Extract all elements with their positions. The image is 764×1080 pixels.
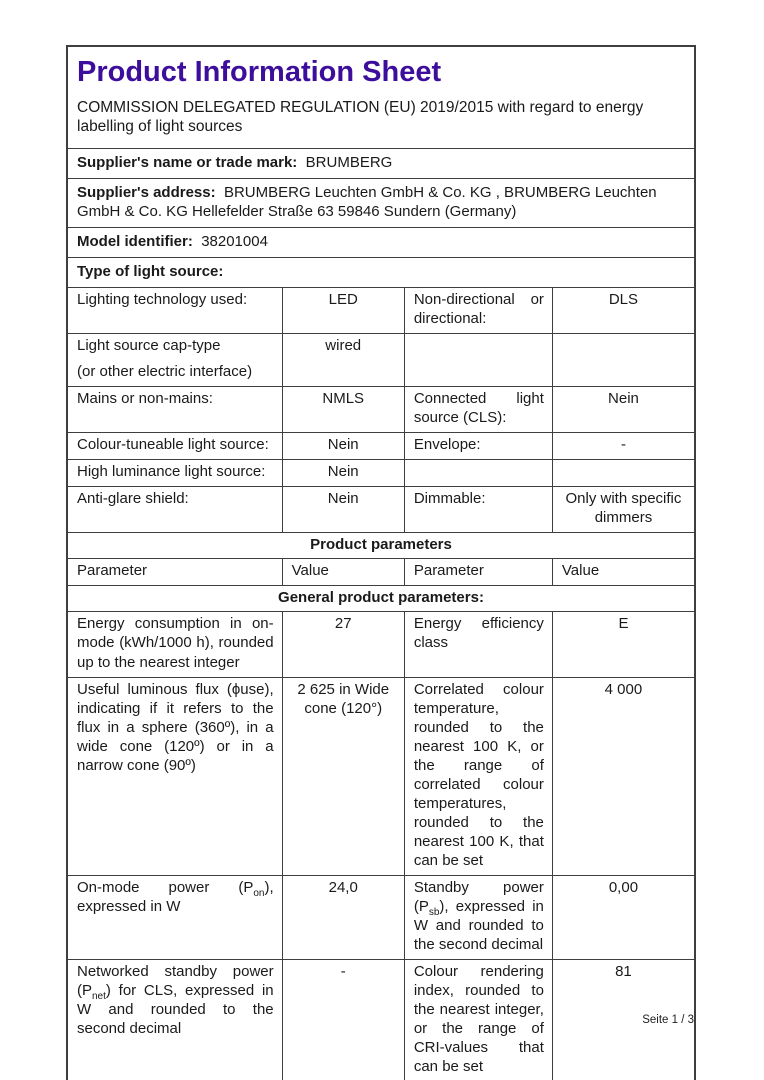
param-label: Energy efficiency class: [404, 612, 552, 676]
param-value: 4 000: [552, 678, 694, 875]
table-row: [68, 386, 694, 432]
param-label: Dimmable:: [404, 487, 552, 532]
label-text: ), expressed in W and rounded to the second decimal: [413, 898, 544, 954]
table-row: [68, 287, 694, 333]
table-row: [68, 611, 694, 676]
param-value: 27: [282, 612, 404, 676]
param-value: LED: [282, 288, 404, 333]
param-label: Lighting technology used:: [77, 290, 248, 308]
table-row: [68, 432, 694, 459]
param-label: [404, 334, 552, 386]
product-parameters-heading: Product parameters: [68, 532, 694, 558]
type-of-light-source-row: [68, 257, 694, 287]
column-header: Value: [552, 559, 694, 585]
model-identifier-row: [68, 227, 694, 257]
param-value: -: [552, 433, 694, 459]
model-identifier-label: Model identifier:: [77, 232, 193, 250]
product-information-sheet: [66, 45, 696, 1080]
param-label: Connected light source (CLS):: [404, 387, 552, 432]
param-value: 2 625 in Wide cone (120°): [282, 678, 404, 875]
param-value: -: [282, 960, 404, 1080]
param-value: Nein: [282, 460, 404, 486]
model-identifier-value: 38201004: [201, 232, 268, 250]
param-value: NMLS: [282, 387, 404, 432]
param-label: [404, 876, 552, 959]
page-number-footer: Seite 1 / 3: [642, 1014, 694, 1026]
param-value: E: [552, 612, 694, 676]
supplier-address-row: [68, 178, 694, 227]
cap-type-line2: (or other electric interface): [77, 362, 253, 380]
label-text: Networked standby power (P: [77, 963, 274, 1000]
label-text: On-mode power (P: [77, 879, 254, 897]
param-label: Colour-tuneable light source:: [77, 436, 269, 454]
label-text: Standby power (P: [413, 879, 544, 916]
regulation-subtitle: COMMISSION DELEGATED REGULATION (EU) 2019/2015 with regard to energy labelling of light sources: [77, 98, 644, 136]
page-title: Product Information Sheet: [77, 56, 442, 88]
param-value: 24,0: [282, 876, 404, 959]
supplier-name-row: [68, 148, 694, 178]
param-value: 81: [552, 960, 694, 1080]
param-value: [552, 460, 694, 486]
cap-type-line1: Light source cap-type: [77, 336, 221, 354]
table-row: [68, 333, 694, 386]
param-label: Non-directional or directional:: [404, 288, 552, 333]
label-text: ) for CLS, expressed in W and rounded to the second decimal: [77, 982, 274, 1038]
param-value: Nein: [552, 387, 694, 432]
param-label: Colour rendering index, rounded to the nearest integer, or the range of CRI-values that can be set: [404, 960, 552, 1080]
param-label: [68, 876, 282, 959]
param-value: wired: [282, 334, 404, 386]
param-value: Only with specific dimmers: [552, 487, 694, 532]
param-label: Correlated colour temperature, rounded to the nearest 100 K, or the range of correlated colour temperatures, rounded to the nearest 100 K, that can be set: [404, 678, 552, 875]
table-row: [68, 459, 694, 486]
table-row: [68, 486, 694, 532]
param-value: DLS: [552, 288, 694, 333]
param-label: Energy consumption in on-mode (kWh/1000 h), rounded up to the nearest integer: [77, 615, 274, 671]
param-value: 0,00: [552, 876, 694, 959]
subscript: sb: [428, 907, 440, 919]
param-label: [68, 334, 282, 386]
column-header: Value: [282, 559, 404, 585]
param-label: Envelope:: [404, 433, 552, 459]
column-header: Parameter: [77, 562, 148, 580]
supplier-address-label: Supplier's address:: [77, 183, 216, 201]
param-value: Nein: [282, 487, 404, 532]
column-header: Parameter: [404, 559, 552, 585]
param-label: Anti-glare shield:: [77, 490, 189, 508]
supplier-name-label: Supplier's name or trade mark:: [77, 153, 298, 171]
subscript: net: [92, 991, 106, 1003]
supplier-name-value: BRUMBERG: [305, 153, 393, 171]
param-label: [404, 460, 552, 486]
title-block: [68, 47, 694, 148]
param-value: Nein: [282, 433, 404, 459]
column-header-row: [68, 558, 694, 585]
param-label: Mains or non-mains:: [77, 390, 213, 407]
param-label: Useful luminous flux (ϕuse), indicating if it refers to the flux in a sphere (360º), in a wide cone (120º) or in a narrow cone (90º): [77, 680, 274, 774]
general-product-parameters-heading: General product parameters:: [68, 585, 694, 611]
supplier-address-value: BRUMBERG Leuchten GmbH & Co. KG , BRUMBERG Leuchten GmbH & Co. KG Hellefelder Straße 63 59846 Sundern (Germany): [77, 183, 657, 220]
label-text: ), expressed in W: [77, 879, 274, 916]
type-of-light-source-label: Type of light source:: [77, 262, 224, 280]
table-row: [68, 875, 694, 959]
subscript: on: [253, 888, 265, 900]
table-row: [68, 677, 694, 875]
param-label: High luminance light source:: [77, 463, 266, 481]
param-value: [552, 334, 694, 386]
